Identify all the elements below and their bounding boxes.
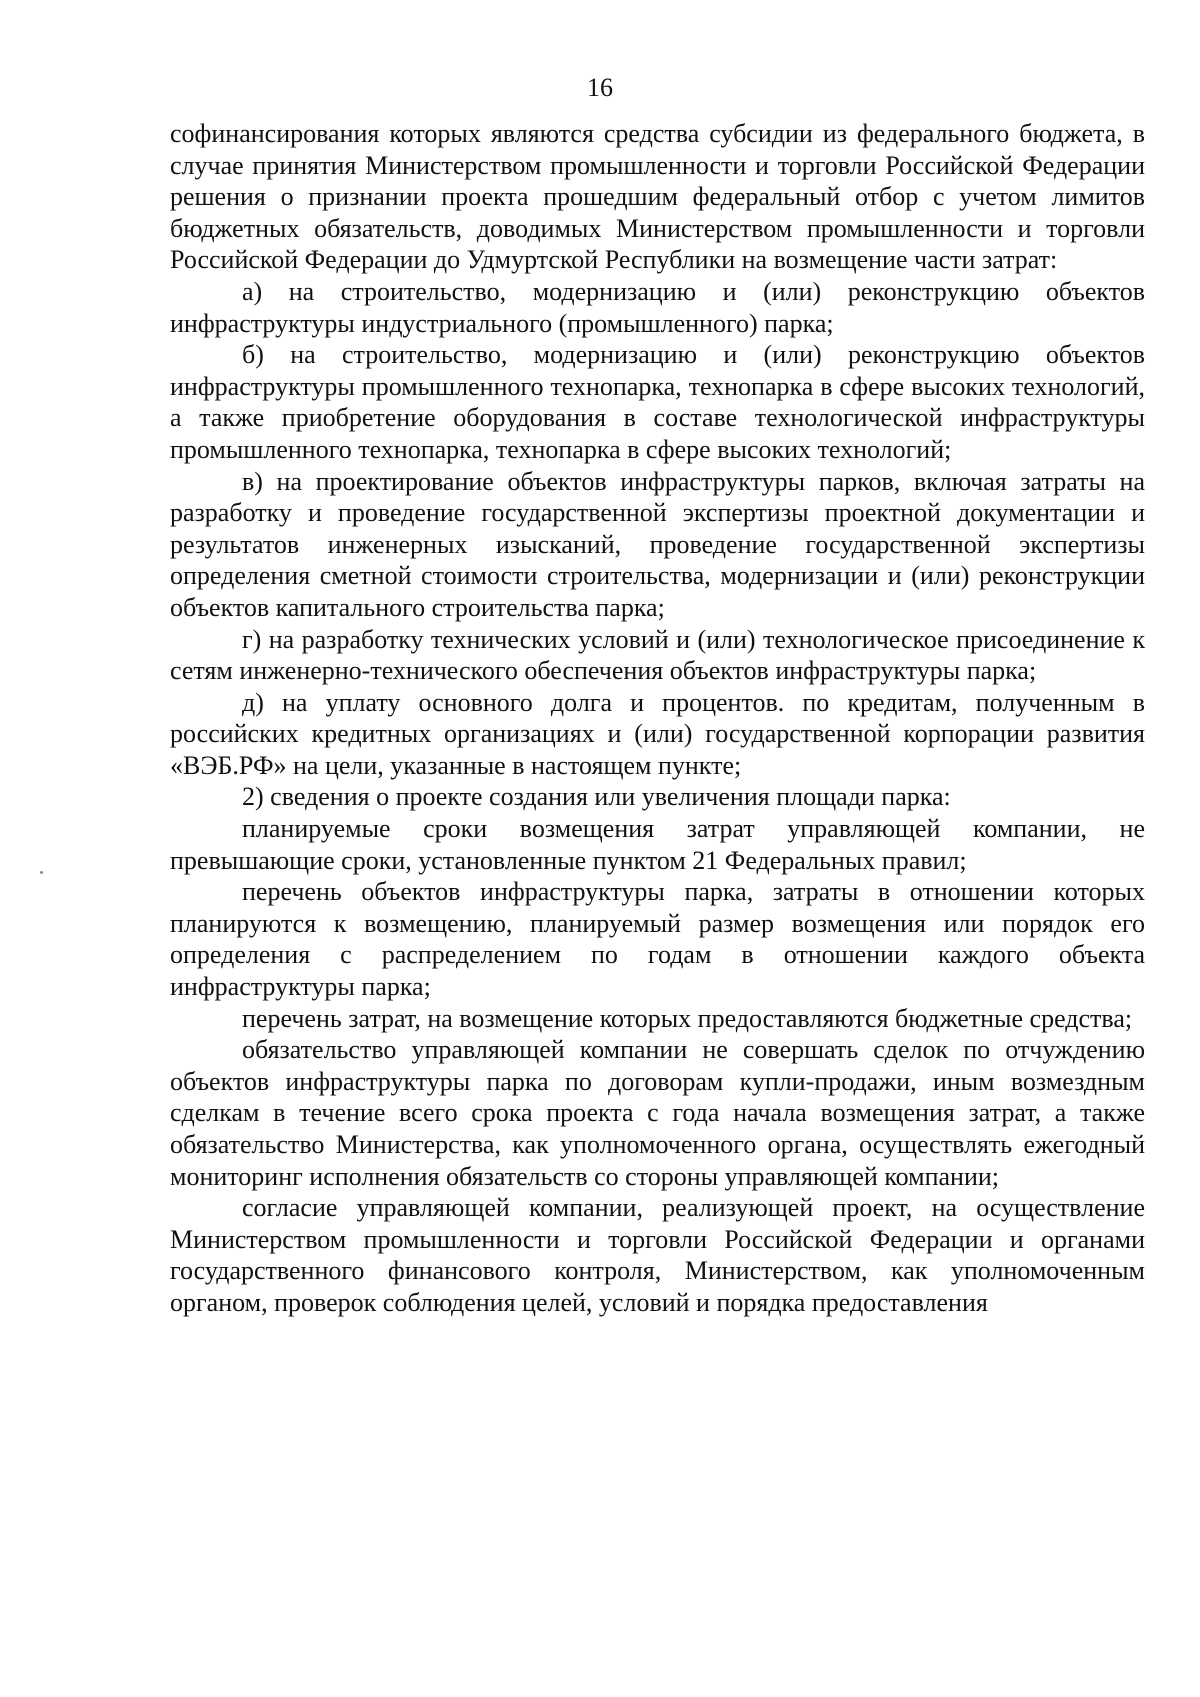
paragraph-continuation: софинансирования которых являются средства субсидии из федерального бюджета, в случае принятия Министерством промышленности и торговли Российской Федерации решения о признании проекта прошедшим федеральный отбор с учетом лимитов бюджетных обязательств, доводимых Министерством промышленности и торговли Российской Федерации до Удмуртской Республики на возмещение части затрат: [170,119,1145,275]
paragraph-obligation: обязательство управляющей компании не совершать сделок по отчуждению объектов инфраструктуры парка по договорам купли-продажи, иным возмездным сделкам в течение всего срока проекта с года начала возмещения затрат, а также обязательство Министерства, как уполномоченного органа, осуществлять ежегодный мониторинг исполнения обязательств со стороны управляющей компании; [170,1035,1145,1191]
scan-speck [40,871,43,874]
paragraph-item-a: а) на строительство, модернизацию и (или) реконструкцию объектов инфраструктуры индустриального (промышленного) парка; [170,276,1145,338]
paragraph-item-v: в) на проектирование объектов инфраструктуры парков, включая затраты на разработку и проведение государственной экспертизы проектной документации и результатов инженерных изысканий, проведение государственной экспертизы определения сметной стоимости строительства, модернизации и (или) реконструкции объектов капитального строительства парка; [170,466,1145,622]
document-body [170,118,1145,1319]
paragraph-consent: согласие управляющей компании, реализующей проект, на осуществление Министерством промышленности и торговли Российской Федерации и органами государственного финансового контроля, Министерством, как уполномоченным органом, проверок соблюдения целей, условий и порядка предоставления [170,1193,1145,1317]
paragraph-section-2: 2) сведения о проекте создания или увеличения площади парка: [242,782,951,812]
paragraph-item-g: г) на разработку технических условий и (или) технологическое присоединение к сетям инженерно-технического обеспечения объектов инфраструктуры парка; [170,624,1145,686]
paragraph-infrastructure-list: перечень объектов инфраструктуры парка, затраты в отношении которых планируются к возмещению, планируемый размер возмещения или порядок его определения с распределением по годам в отношении каждого объекта инфраструктуры парка; [170,877,1145,1002]
paragraph-cost-list: перечень затрат, на возмещение которых предоставляются бюджетные средства; [242,1003,1133,1033]
page-number: 16 [587,73,613,102]
paragraph-reimbursement-terms: планируемые сроки возмещения затрат управляющей компании, не превышающие сроки, установленные пунктом 21 Федеральных правил; [170,814,1145,875]
paragraph-item-b: б) на строительство, модернизацию и (или) реконструкцию объектов инфраструктуры промышленного технопарка, технопарка в сфере высоких технологий, а также приобретение оборудования в составе технологической инфраструктуры промышленного технопарка, технопарка в сфере высоких технологий; [170,340,1145,464]
paragraph-item-d: д) на уплату основного долга и процентов. по кредитам, полученным в российских кредитных организациях и (или) государственной корпорации развития «ВЭБ.РФ» на цели, указанные в настоящем пункте; [170,687,1145,780]
